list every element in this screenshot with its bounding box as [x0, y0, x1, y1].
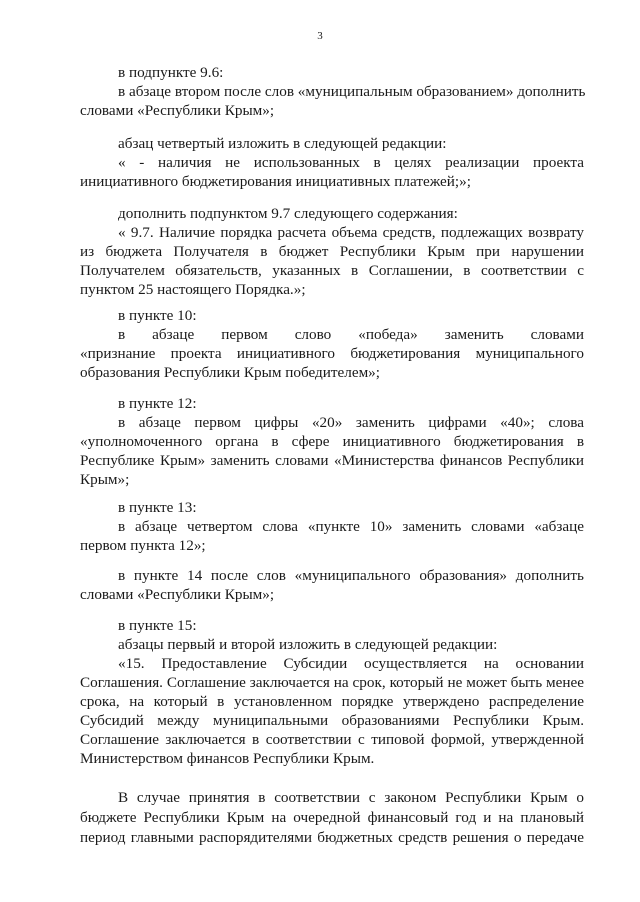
- text-line: в абзаце втором после слов «муниципальным образованием» дополнить: [118, 83, 586, 100]
- text-line: Соглашение заключается в соответствии с типовой формой, утвержденной: [80, 731, 584, 748]
- text-line: «признание проекта инициативного бюджетирования муниципального: [80, 345, 584, 362]
- text-line: инициативного бюджетирования инициативных платежей;»;: [80, 173, 471, 190]
- text-line: период главными распорядителями бюджетных средств решения о передаче: [80, 829, 584, 846]
- text-line: «15. Предоставление Субсидии осуществляется на основании: [118, 655, 584, 672]
- text-line: в пункте 10:: [118, 307, 197, 324]
- text-line: в абзаце первом слово «победа» заменить словами: [118, 326, 584, 343]
- text-line: словами «Республики Крым»;: [80, 586, 275, 603]
- text-line: из бюджета Получателя в бюджет Республики Крым при нарушении: [80, 243, 584, 260]
- text-line: Субсидий между муниципальными образованиями Республики Крым.: [80, 712, 584, 729]
- text-line: в пункте 14 после слов «муниципального образования» дополнить: [118, 567, 584, 584]
- text-line: дополнить подпунктом 9.7 следующего содержания:: [118, 205, 458, 222]
- text-line: Крым»;: [80, 471, 130, 488]
- text-line: « - наличия не использованных в целях реализации проекта: [118, 154, 584, 171]
- text-line: бюджете Республики Крым на очередной финансовый год и на плановый: [80, 809, 584, 826]
- text-line: Получателем обязательств, указанных в Соглашении, в соответствии с: [80, 262, 584, 279]
- text-line: «уполномоченного органа в сфере инициативного бюджетирования в: [80, 433, 584, 450]
- page-number: 3: [317, 30, 323, 42]
- text-line: « 9.7. Наличие порядка расчета объема средств, подлежащих возврату: [118, 224, 584, 241]
- text-line: в пункте 15:: [118, 617, 197, 634]
- text-line: Соглашения. Соглашение заключается на срок, который не может быть менее: [80, 674, 584, 691]
- text-line: в абзаце первом цифры «20» заменить цифрами «40»; слова: [118, 414, 584, 431]
- text-line: в пункте 12:: [118, 395, 197, 412]
- text-line: В случае принятия в соответствии с законом Республики Крым о: [118, 789, 584, 806]
- text-line: абзацы первый и второй изложить в следующей редакции:: [118, 636, 498, 653]
- text-line: пунктом 25 настоящего Порядка.»;: [80, 281, 306, 298]
- text-line: в абзаце четвертом слова «пункте 10» заменить словами «абзаце: [118, 518, 584, 535]
- text-line: абзац четвертый изложить в следующей редакции:: [118, 135, 447, 152]
- text-line: словами «Республики Крым»;: [80, 102, 275, 119]
- text-line: Республике Крым» заменить словами «Министерства финансов Республики: [80, 452, 584, 469]
- text-line: в пункте 13:: [118, 499, 197, 516]
- text-line: Министерством финансов Республики Крым.: [80, 750, 375, 767]
- text-line: срока, на который в установленном порядке утверждено распределение: [80, 693, 584, 710]
- text-line: в подпункте 9.6:: [118, 64, 224, 81]
- text-line: образования Республики Крым победителем»;: [80, 364, 380, 381]
- text-line: первом пункта 12»;: [80, 537, 206, 554]
